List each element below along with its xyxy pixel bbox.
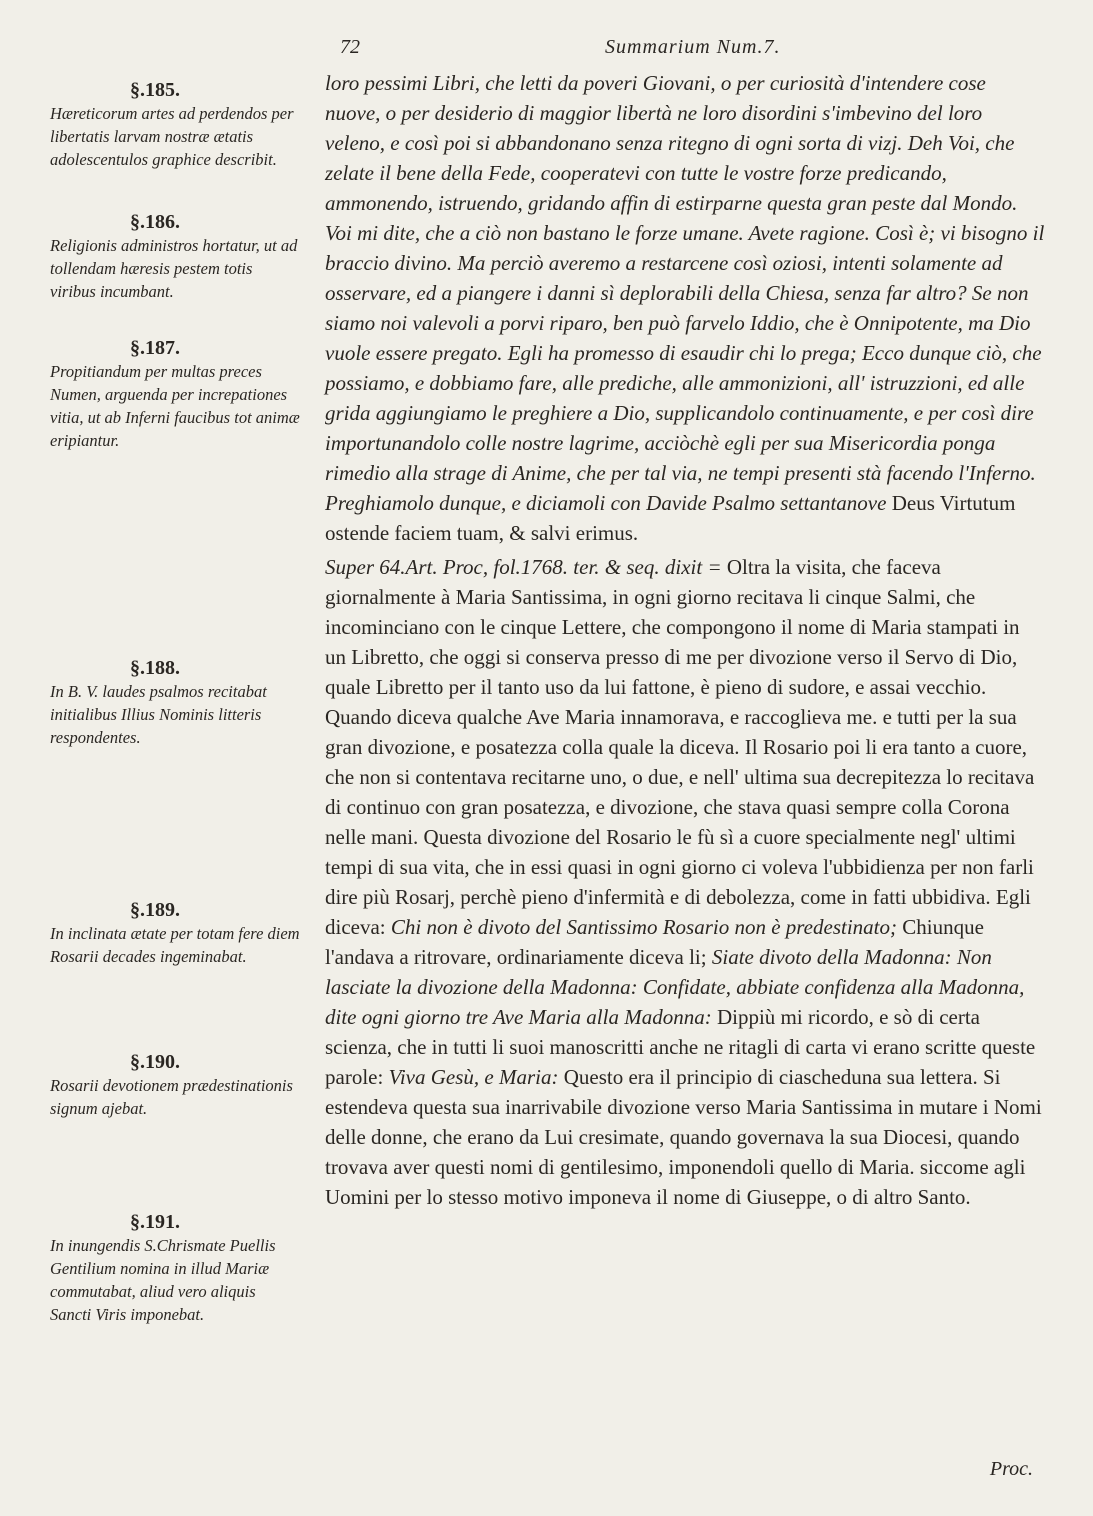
marginal-note bbox=[50, 336, 300, 452]
psalm-quote: Deus Virtutum ostende faciem tuam, & salvi erimus. bbox=[325, 491, 1016, 545]
text-run: Dippiù mi ricordo, e sò di certa scienza, che in tutti li suoi manoscritti anche ne ritagli di carta vi erano scritte queste parole: bbox=[325, 1005, 1036, 1089]
note-text: Hæreticorum artes ad perdendos per libertatis larvam nostræ ætatis adolescentulos graphice describit. bbox=[50, 104, 294, 169]
note-section-number: §.188. bbox=[130, 657, 180, 679]
note-text: In inungendis S.Chrismate Puellis Gentilium nomina in illud Mariæ commutabat, aliud vero aliquis Sancti Viris imponebat. bbox=[50, 1236, 276, 1324]
italic-passage: loro pessimi Libri, che letti da poveri Giovani, o per curiosità d'intendere cose nuove, o per desiderio di maggior libertà ne loro disordini s'imbevino del loro veleno, e così poi si abbandonano senza ritegno di ogni sorta di vizj. Deh Voi, che zelate il bene della Fede, cooperatevi con tutte le vostre forze predicando, ammonendo, istruendo, gridando affin di estirparne questa gran peste dal Mondo. Voi mi dite, che a ciò non bastano le forze umane. Avete ragione. Così è; vi bisogno il braccio divino. Ma perciò averemo a restarcene così oziosi, intenti solamente ad osservare, ed a piangere i danni sì deplorabili della Chiesa, senza far altro? Se non siamo noi valevoli a porvi riparo, ben può farvelo Iddio, che è Onnipotente, ma Dio vuole essere pregato. Egli ha promesso di esaudir chi lo prega; Ecco dunque ciò, che possiamo, e dobbiamo fare, alle prediche, alle ammonizioni, all' istruzzioni, ed alle grida aggiungiamo le preghiere a Dio, supplicandolo continuamente, e per così dire importunandolo colle nostre lagrime, acciòchè egli per sua Misericordia ponga rimedio alla strage di Anime, che per tal via, ne tempi presenti stà facendo l'Inferno. Preghiamolo dunque, e diciamoli con Davide Psalmo settantanove bbox=[325, 71, 1045, 515]
quoted-saying: Viva Gesù, e Maria: bbox=[388, 1065, 559, 1089]
main-text bbox=[325, 68, 1045, 1212]
marginal-note bbox=[50, 1210, 300, 1326]
marginal-note bbox=[50, 656, 300, 749]
note-text: Religionis administros hortatur, ut ad tollendam hæresis pestem totis viribus incumbant. bbox=[50, 236, 298, 301]
marginal-note bbox=[50, 1050, 300, 1120]
quoted-saying: Chi non è divoto del Santissimo Rosario non è predestinato; bbox=[390, 915, 897, 939]
page-number: 72 bbox=[340, 36, 360, 58]
deposition-reference: Super 64.Art. Proc, fol.1768. ter. & seq. dixit = bbox=[325, 555, 722, 579]
running-title: Summarium Num.7. bbox=[605, 36, 781, 58]
note-section-number: §.185. bbox=[130, 79, 180, 101]
paragraph bbox=[325, 68, 1045, 548]
marginal-note bbox=[50, 210, 300, 303]
marginal-note bbox=[50, 78, 300, 171]
note-text: Rosarii devotionem prædestinationis signum ajebat. bbox=[50, 1076, 293, 1118]
text-run: Questo era il principio di ciascheduna sua lettera. Si estendeva questa sua inarrivabile divozione verso Maria Santissima in mutare i Nomi delle donne, che erano da Lui cresimate, quando governava la sua Diocesi, quando trovava aver questi nomi di gentilesimo, imponendoli quello di Maria. siccome agli Uomini per lo stesso motivo imponeva il nome di Giuseppe, o di altro Santo. bbox=[325, 1065, 1042, 1209]
page-header bbox=[340, 36, 1040, 66]
note-text: In B. V. laudes psalmos recitabat initialibus Illius Nominis litteris respondentes. bbox=[50, 682, 267, 747]
quoted-saying: Siate divoto della Madonna: Non lasciate la divozione della Madonna: Confidate, abbiate confidenza alla Madonna, dite ogni giorno tre Ave Maria alla Madonna: bbox=[325, 945, 1025, 1029]
note-section-number: §.190. bbox=[130, 1051, 180, 1073]
catchword: Proc. bbox=[989, 1458, 1033, 1480]
note-section-number: §.186. bbox=[130, 211, 180, 233]
note-text: In inclinata ætate per totam fere diem Rosarii decades ingeminabat. bbox=[50, 924, 300, 966]
marginal-note bbox=[50, 898, 300, 968]
note-text: Propitiandum per multas preces Numen, arguenda per increpationes vitia, ut ab Inferni faucibus tot animæ eripiantur. bbox=[50, 362, 300, 450]
note-section-number: §.187. bbox=[130, 337, 180, 359]
paragraph bbox=[325, 552, 1045, 1212]
note-section-number: §.189. bbox=[130, 899, 180, 921]
text-run: Oltra la visita, che faceva giornalmente à Maria Santissima, in ogni giorno recitava li cinque Salmi, che incominciano con le cinque Lettere, che compongono il nome di Maria stampati in un Libretto, che oggi si conserva presso di me per divozione verso il Servo di Dio, quale Libretto per il tanto uso da lui fattone, è pieno di sudore, e assai vecchio. Quando diceva qualche Ave Maria innamorava, e raccoglieva me. e tutti per la sua gran divozione, e posatezza colla quale la diceva. Il Rosario poi li era tanto a cuore, che non si contentava recitarne uno, o due, e nell' ultima sua decrepitezza lo recitava di continuo con gran posatezza, e divozione, che stava quasi sempre colla Corona nelle mani. Questa divozione del Rosario le fù sì a cuore specialmente negl' ultimi tempi di sua vita, che in essi quasi in ogni giorno ci voleva l'ubbidienza per non farli dire più Rosarj, perchè pieno d'infermità e di debolezza, come in fatti ubbidiva. Egli diceva: bbox=[325, 555, 1035, 939]
text-run: Chiunque l'andava a ritrovare, ordinariamente diceva li; bbox=[325, 915, 984, 969]
note-section-number: §.191. bbox=[130, 1211, 180, 1233]
